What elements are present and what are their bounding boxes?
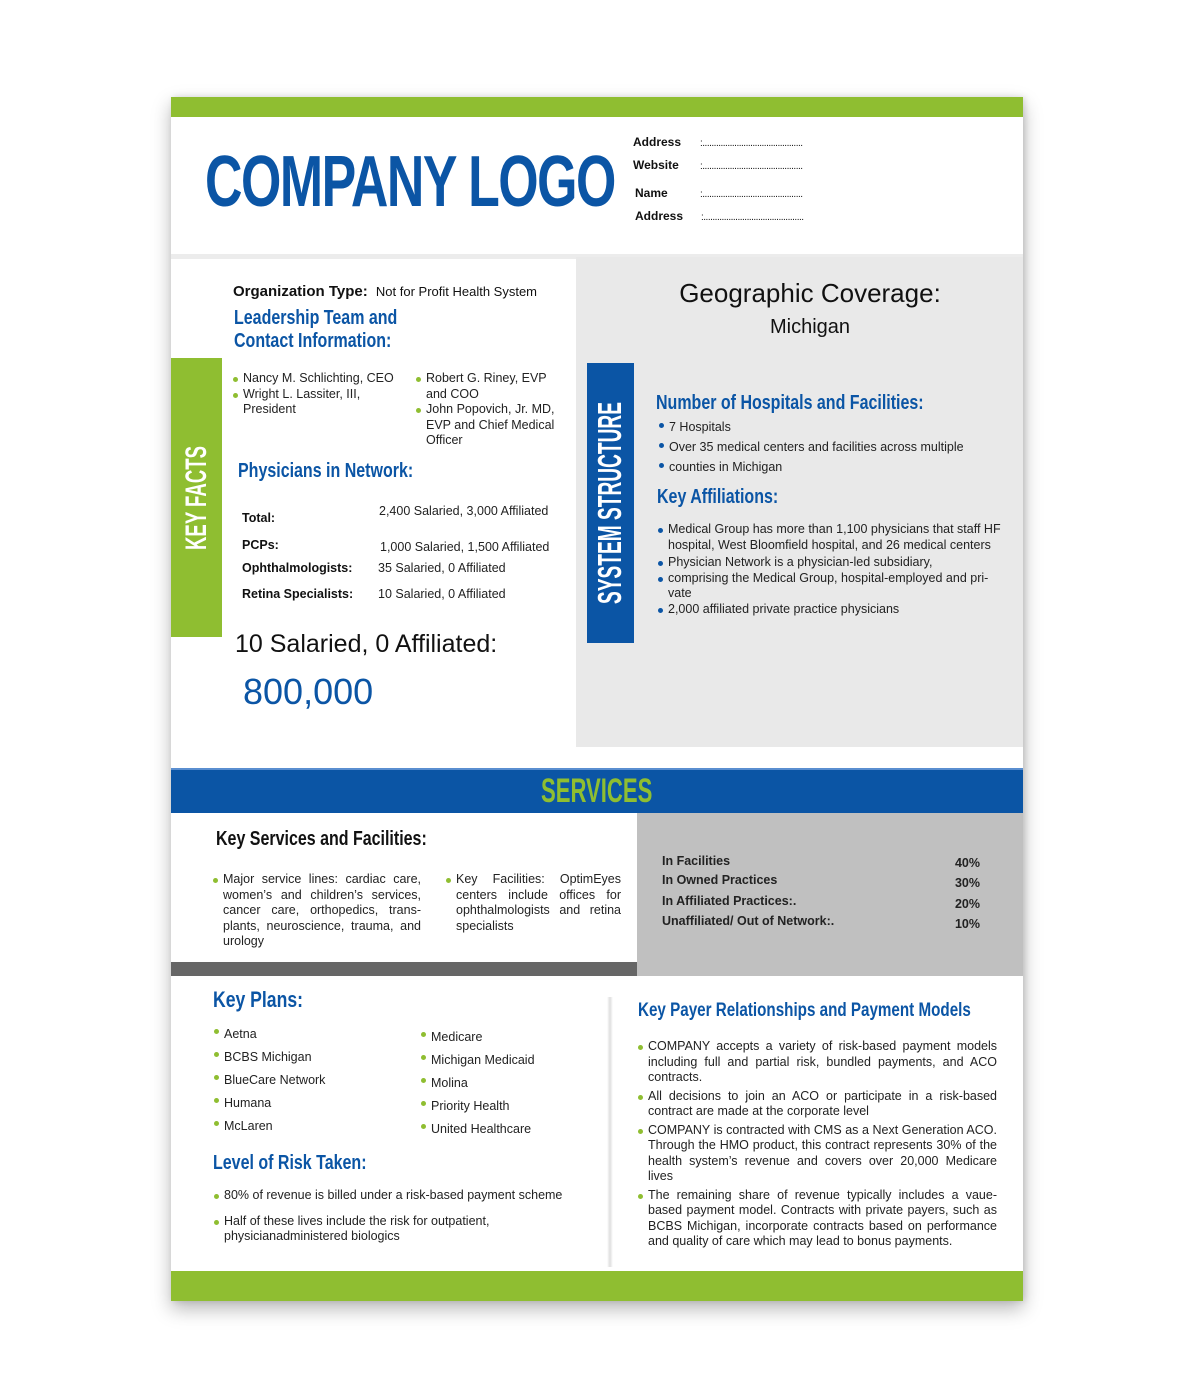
services-list-col2 bbox=[446, 872, 621, 934]
contact-value: :............................................ bbox=[701, 212, 804, 223]
top-accent-bar bbox=[171, 97, 1023, 117]
plan-item: Priority Health bbox=[421, 1095, 611, 1118]
bottom-accent-bar bbox=[171, 1271, 1023, 1301]
leader-item: Wright L. Lassiter, III, President bbox=[233, 387, 403, 418]
plan-item: Medicare bbox=[421, 1026, 611, 1049]
affiliation-item: Medical Group has more than 1,100 physicians that staff HF hospital, West Bloomfield hospital, and 26 medical centers bbox=[658, 522, 1008, 553]
physicians-value: 1,000 Salaried, 1,500 Affiliated bbox=[380, 540, 550, 554]
contact-value: :............................................ bbox=[700, 161, 803, 172]
service-item: Key Facilities: OptimEyes centers include offices for ophthalmologists and retina specialists bbox=[446, 872, 621, 934]
payer-heading: Key Payer Relationships and Payment Models bbox=[638, 1000, 971, 1021]
hospital-item: counties in Michigan bbox=[659, 457, 1009, 477]
services-banner-title bbox=[171, 768, 1023, 814]
distribution-value: 30% bbox=[954, 876, 980, 890]
key-facts-tab bbox=[171, 358, 222, 637]
key-facts-label: KEY FACTS bbox=[179, 445, 213, 550]
distribution-value: 20% bbox=[954, 897, 980, 911]
contact-label: Address bbox=[633, 135, 682, 149]
payer-item: All decisions to join an ACO or participate in a risk-based contract are made at the corporate level bbox=[638, 1089, 997, 1120]
distribution-label: In Owned Practices bbox=[662, 873, 778, 887]
payer-list bbox=[638, 1039, 997, 1253]
org-type-value: Not for Profit Health System bbox=[375, 284, 538, 299]
risk-item: Half of these lives include the risk for outpatient, physicianadministered biologics bbox=[214, 1214, 574, 1245]
plan-item: Michigan Medicaid bbox=[421, 1049, 611, 1072]
plans-list-col1 bbox=[214, 1023, 404, 1138]
distribution-label: In Facilities bbox=[662, 854, 731, 868]
contact-field-name bbox=[635, 186, 803, 200]
plan-item: BCBS Michigan bbox=[214, 1046, 404, 1069]
system-structure-label: SYSTEM STRUCTURE bbox=[591, 401, 629, 605]
affiliation-item: comprising the Medical Group, hospital-employed and pri- vate bbox=[658, 571, 1008, 602]
distribution-row bbox=[662, 854, 980, 868]
services-list-col1 bbox=[213, 872, 421, 950]
highlight-number: 800,000 bbox=[243, 671, 374, 712]
physicians-heading: Physicians in Network: bbox=[238, 460, 414, 482]
contact-field-address bbox=[633, 135, 803, 149]
physicians-label: Ophthalmologists: bbox=[242, 561, 353, 575]
organization-type bbox=[233, 283, 537, 300]
geographic-coverage-value: Michigan bbox=[769, 316, 851, 338]
service-item: Major service lines: cardiac care, women’s and children’s services, cancer care, orthopedics, trans- plants, neuroscience, trauma, and urology bbox=[213, 872, 421, 950]
highlight-label: 10 Salaried, 0 Affiliated: bbox=[235, 630, 498, 658]
leader-item: Nancy M. Schlichting, CEO bbox=[233, 371, 403, 387]
key-plans-heading: Key Plans: bbox=[213, 987, 303, 1012]
payer-item: COMPANY is contracted with CMS as a Next Generation ACO. Through the HMO product, this contract represents 30% of the health system’s revenue and covers over 20,000 Medicare lives bbox=[638, 1123, 997, 1185]
plans-list-col2 bbox=[421, 1026, 611, 1141]
services-banner-text: SERVICES bbox=[541, 772, 653, 810]
hospitals-heading: Number of Hospitals and Facilities: bbox=[656, 392, 924, 414]
payer-item: The remaining share of revenue typically includes a vaue-based payment model. Contracts with private payers, such as BCBS Michigan, incorporate contracts based on performance and quality of care which may lead to bonus payments. bbox=[638, 1188, 997, 1250]
leader-item: Robert G. Riney, EVP and COO bbox=[416, 371, 566, 402]
plan-item: Aetna bbox=[214, 1023, 404, 1046]
leadership-heading-line2: Contact Information: bbox=[234, 330, 392, 352]
contact-value: :............................................ bbox=[700, 138, 803, 149]
org-type-label: Organization Type: bbox=[233, 283, 368, 300]
distribution-value: 10% bbox=[954, 917, 980, 931]
distribution-row bbox=[662, 914, 980, 931]
system-structure-tab bbox=[587, 363, 634, 643]
physicians-label: Retina Specialists: bbox=[242, 587, 354, 601]
geographic-coverage-heading: Geographic Coverage: bbox=[679, 278, 941, 308]
fact-sheet-page bbox=[171, 97, 1023, 1301]
services-divider-strip bbox=[171, 962, 637, 976]
distribution-label: In Affiliated Practices:. bbox=[662, 894, 797, 908]
risk-list bbox=[214, 1188, 574, 1245]
leadership-list-col2 bbox=[416, 371, 566, 449]
physicians-value: 2,400 Salaried, 3,000 Affiliated bbox=[379, 504, 549, 518]
contact-field-address-2 bbox=[635, 209, 804, 223]
hospital-item: Over 35 medical centers and facilities across multiple bbox=[659, 437, 1009, 457]
contact-label: Name bbox=[635, 186, 668, 200]
plan-item: Humana bbox=[214, 1092, 404, 1115]
affiliations-heading: Key Affiliations: bbox=[657, 486, 779, 508]
plan-item: McLaren bbox=[214, 1115, 404, 1138]
company-logo: COMPANY LOGO bbox=[205, 142, 615, 222]
distribution-row bbox=[662, 873, 980, 890]
contact-label: Website bbox=[633, 158, 679, 172]
plan-item: United Healthcare bbox=[421, 1118, 611, 1141]
leadership-heading-line1: Leadership Team and bbox=[234, 307, 398, 329]
physicians-label: Total: bbox=[242, 511, 276, 525]
key-services-heading: Key Services and Facilities: bbox=[216, 828, 427, 850]
distribution-label: Unaffiliated/ Out of Network:. bbox=[662, 914, 835, 928]
distribution-value: 40% bbox=[954, 856, 980, 870]
plan-item: BlueCare Network bbox=[214, 1069, 404, 1092]
hospitals-list bbox=[659, 417, 1009, 477]
physicians-label: PCPs: bbox=[242, 538, 279, 552]
affiliation-item: 2,000 affiliated private practice physicians bbox=[658, 602, 1008, 618]
contact-label: Address bbox=[635, 209, 684, 223]
payer-item: COMPANY accepts a variety of risk-based payment models including full and partial risk, bundled payments, and ACO contracts. bbox=[638, 1039, 997, 1086]
physicians-value: 10 Salaried, 0 Affiliated bbox=[378, 587, 506, 601]
contact-field-website bbox=[633, 158, 803, 172]
contact-value: :............................................ bbox=[700, 189, 803, 200]
risk-heading: Level of Risk Taken: bbox=[213, 1152, 367, 1174]
leader-item: John Popovich, Jr. MD, EVP and Chief Medical Officer bbox=[416, 402, 566, 449]
affiliations-list bbox=[658, 522, 1008, 617]
leadership-list-col1 bbox=[233, 371, 403, 418]
distribution-row bbox=[662, 894, 980, 911]
affiliation-item: Physician Network is a physician-led subsidiary, bbox=[658, 555, 1008, 571]
hospital-item: 7 Hospitals bbox=[659, 417, 1009, 437]
physicians-value: 35 Salaried, 0 Affiliated bbox=[378, 561, 506, 575]
risk-item: 80% of revenue is billed under a risk-based payment scheme bbox=[214, 1188, 574, 1204]
plan-item: Molina bbox=[421, 1072, 611, 1095]
leadership-heading bbox=[234, 307, 397, 353]
